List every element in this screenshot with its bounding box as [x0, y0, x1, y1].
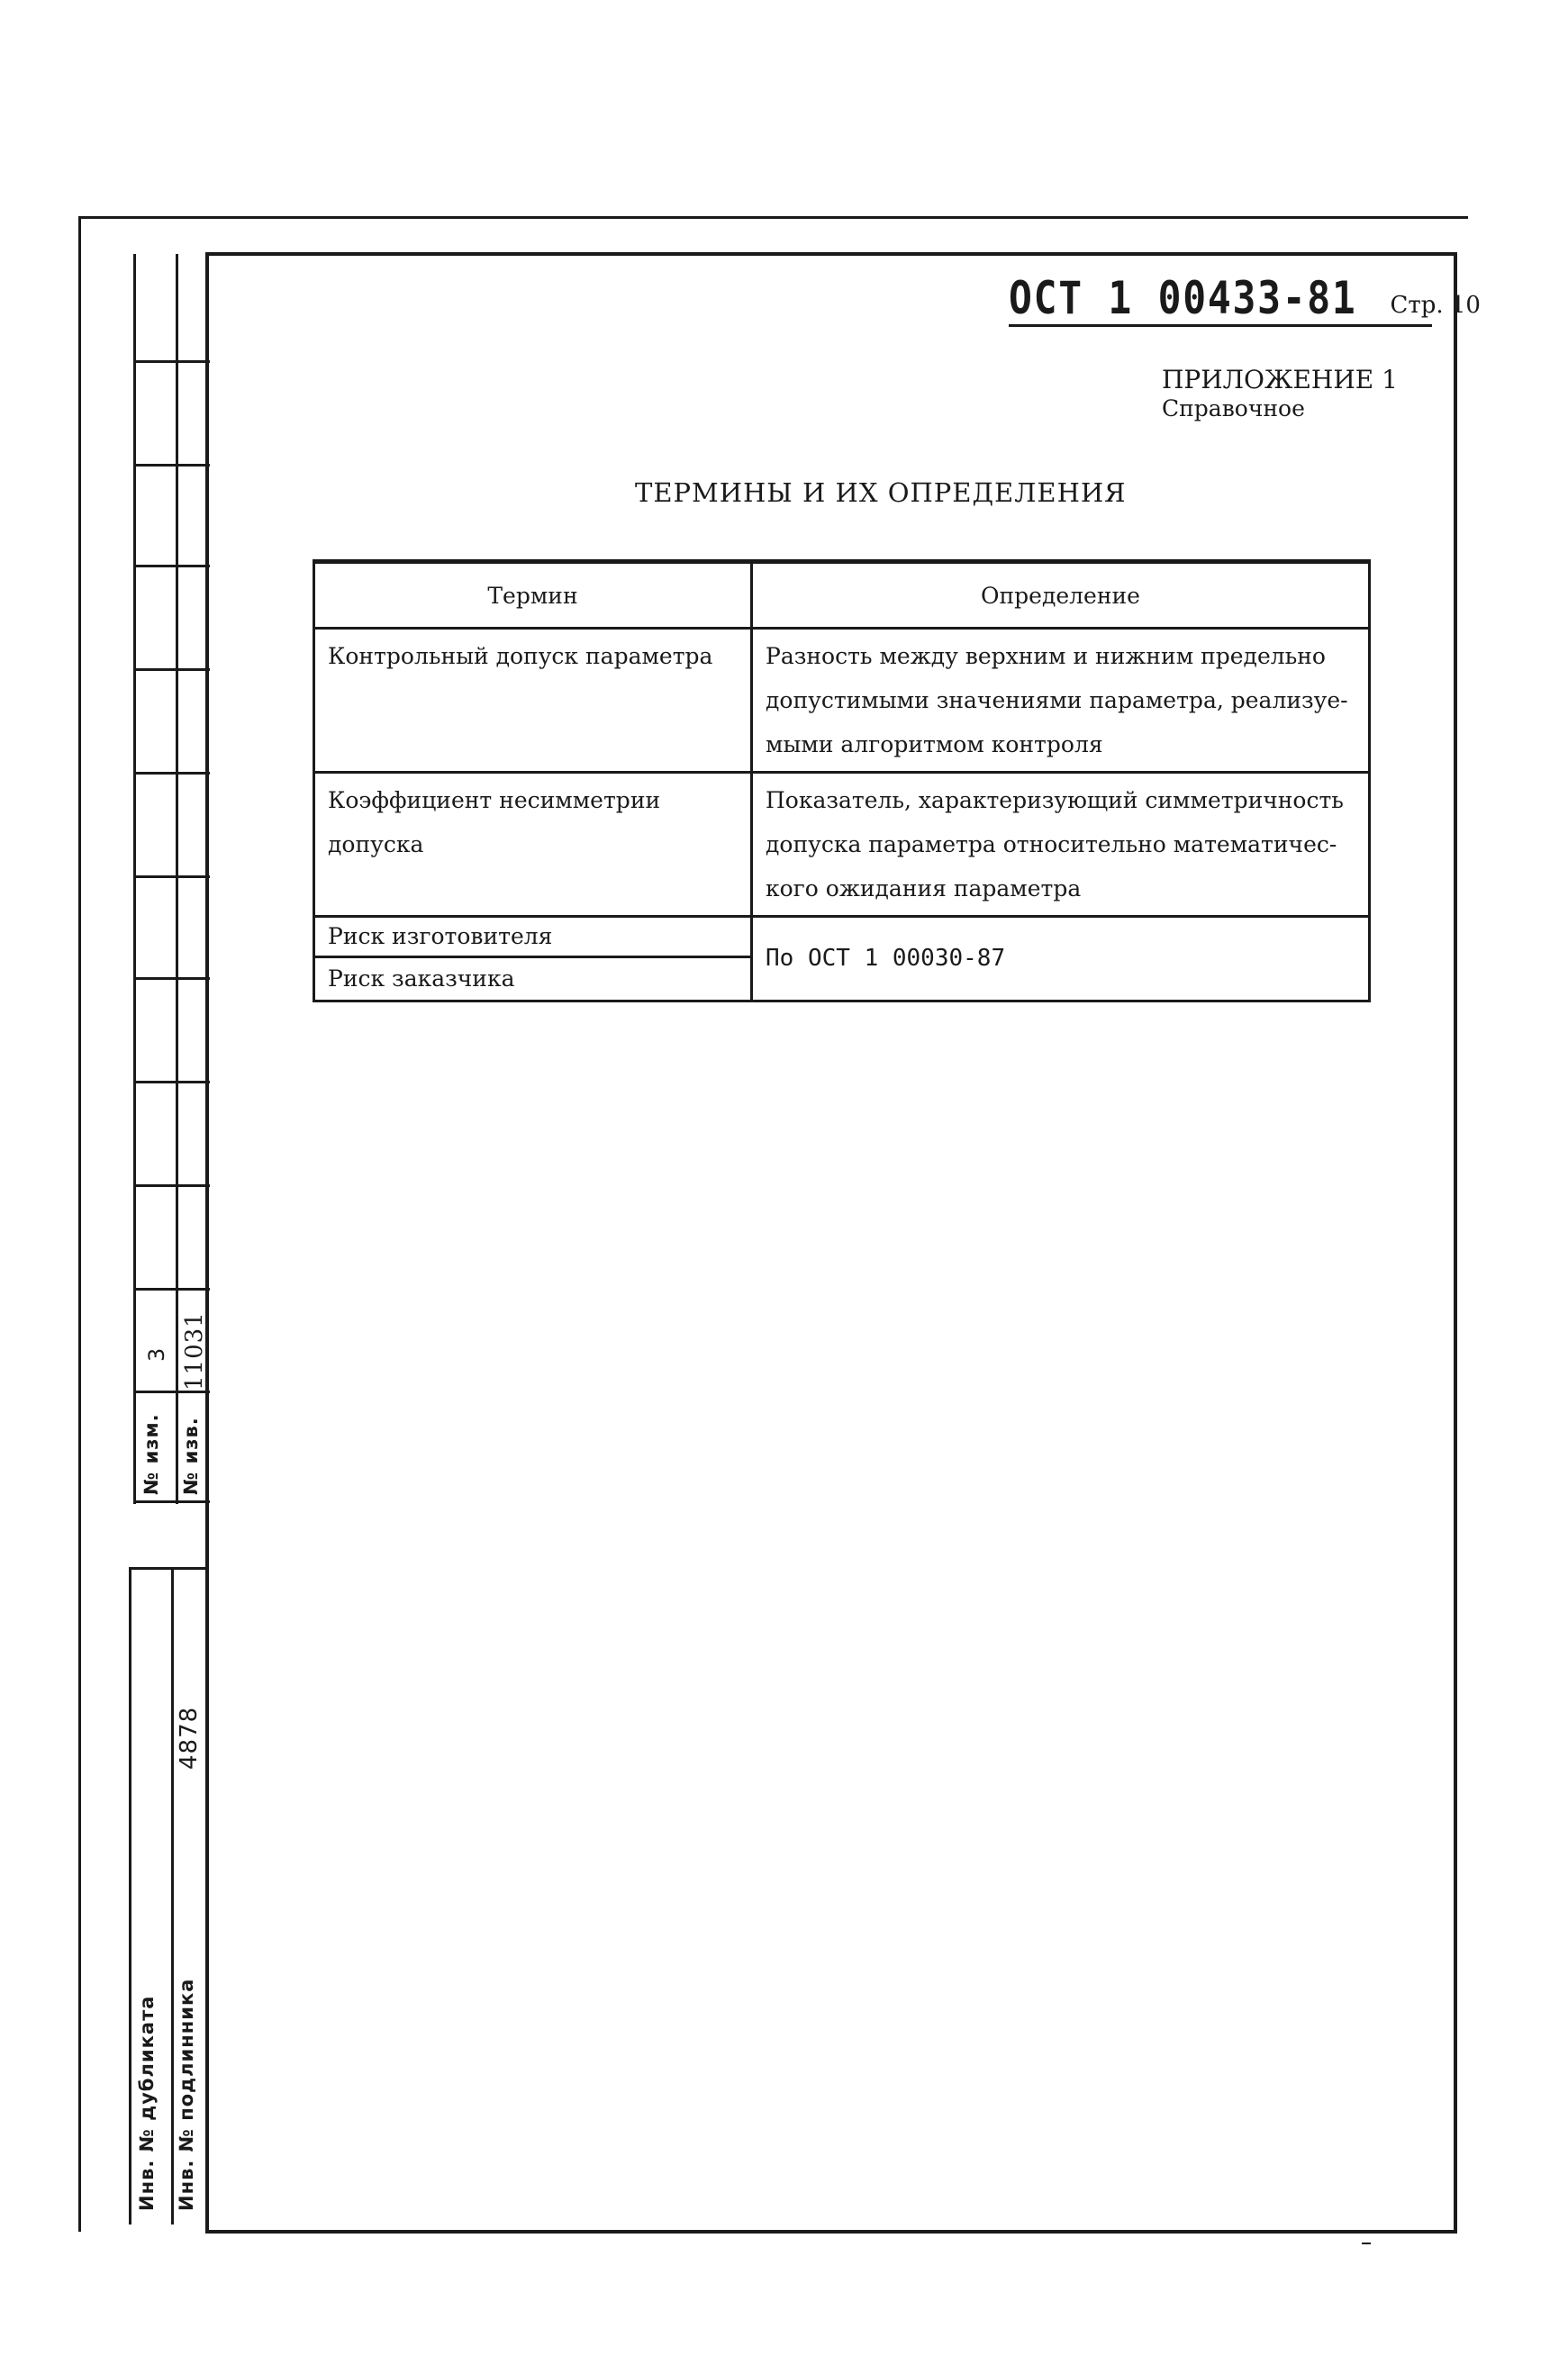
section-title: ТЕРМИНЫ И ИХ ОПРЕДЕЛЕНИЯ: [635, 477, 1127, 508]
definition-line: мыми алгоритмом контроля: [766, 731, 1103, 757]
table-row: [314, 917, 1370, 957]
document-header: [1009, 268, 1481, 327]
footer-mark: [1362, 2243, 1371, 2244]
notice-no-label: № изв.: [180, 1417, 202, 1495]
notice-no-value: 11031: [181, 1311, 208, 1391]
terms-table: [313, 559, 1371, 1002]
change-no-value: 3: [144, 1346, 169, 1362]
term-cell: Контрольный допуск параметра: [314, 629, 752, 773]
definition-line: допуска параметра относительно математичес-: [766, 831, 1337, 857]
definition-cell: [752, 773, 1370, 917]
table-header-row: [314, 562, 1370, 629]
appendix-block: [1162, 365, 1398, 422]
page-label: Стр. 10: [1390, 292, 1481, 319]
table-row: [314, 629, 1370, 773]
definition-line: Разность между верхним и нижним предельно: [766, 643, 1326, 669]
appendix-title: ПРИЛОЖЕНИЕ 1: [1162, 365, 1398, 394]
term-cell: [314, 773, 752, 917]
original-inv-label: Инв. № подлинника: [176, 1978, 197, 2211]
definition-cell: [752, 629, 1370, 773]
definition-cell-reference: По ОСТ 1 00030-87: [752, 917, 1370, 1001]
appendix-subtitle: Справочное: [1162, 394, 1305, 421]
duplicate-inv-label: Инв. № дубликата: [136, 1995, 158, 2211]
term-cell: Риск заказчика: [314, 957, 752, 1001]
definition-line: допустимыми значениями параметра, реализуе-: [766, 687, 1348, 713]
term-cell: Риск изготовителя: [314, 917, 752, 957]
column-header-term: Термин: [314, 562, 752, 629]
definition-line: Показатель, характеризующий симметричность: [766, 787, 1344, 813]
page-frame: [205, 252, 1457, 2234]
column-header-definition: Определение: [752, 562, 1370, 629]
term-line: допуска: [328, 831, 424, 857]
definition-line: кого ожидания параметра: [766, 875, 1082, 902]
inventory-column: [129, 1567, 208, 2225]
table-row: [314, 773, 1370, 917]
term-line: Коэффициент несимметрии: [328, 787, 661, 813]
change-no-label: № изм.: [140, 1413, 162, 1495]
original-inv-value: 4878: [176, 1706, 203, 1770]
standard-code: ОСТ 1 00433-81: [1009, 272, 1357, 324]
revision-column: [133, 254, 207, 1504]
